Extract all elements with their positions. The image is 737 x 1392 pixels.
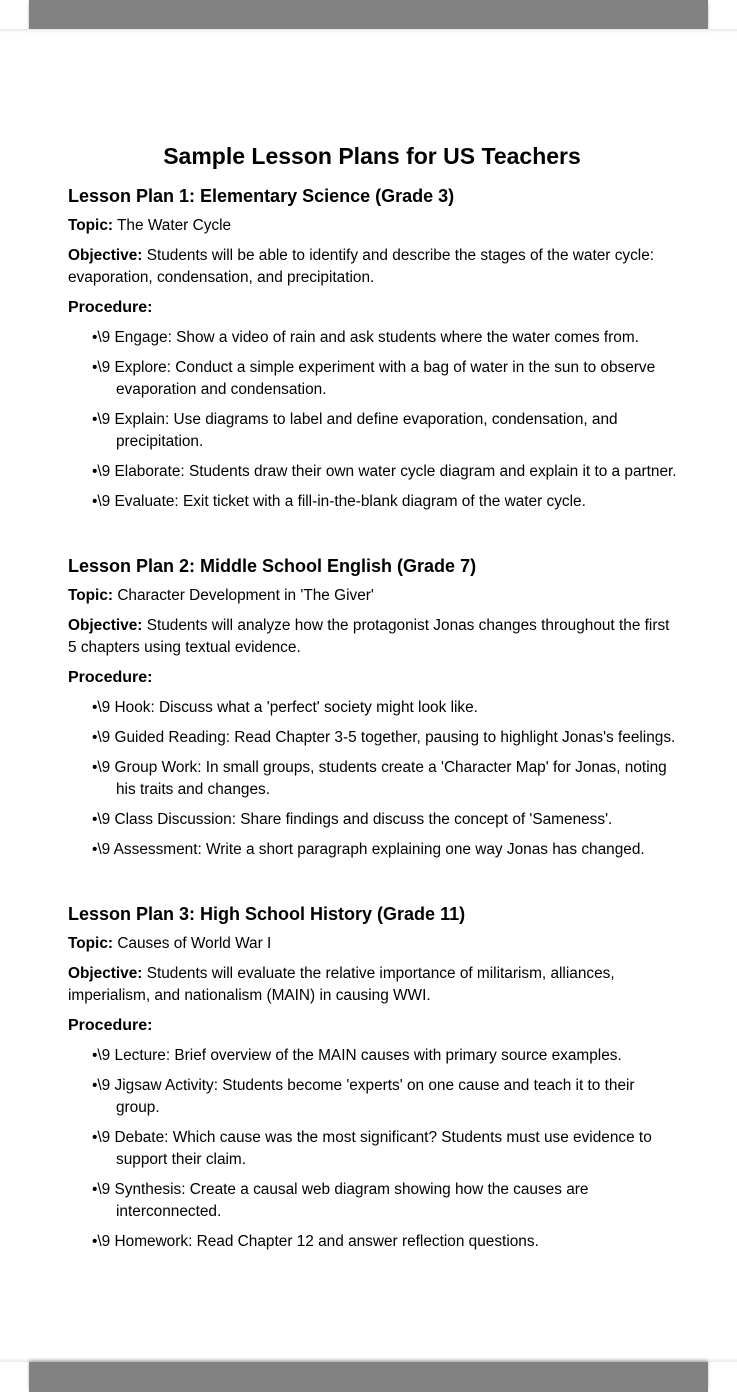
topic-line — [68, 585, 678, 607]
bullet-marker: •\9 — [92, 329, 111, 346]
list-item — [92, 491, 678, 513]
procedure-heading: Procedure: — [68, 299, 153, 316]
bullet-marker: •\9 — [92, 759, 111, 776]
procedure-heading: Procedure: — [68, 1017, 153, 1034]
bullet-marker: •\9 — [92, 463, 111, 480]
list-item — [92, 1045, 678, 1067]
step-text: Group Work: In small groups, students create a 'Character Map' for Jonas, noting his traits and changes. — [114, 759, 667, 798]
bullet-marker: •\9 — [92, 1233, 111, 1250]
list-item — [92, 409, 678, 453]
list-item — [92, 327, 678, 349]
step-text: Evaluate: Exit ticket with a fill-in-the-blank diagram of the water cycle. — [114, 493, 586, 510]
topic-line — [68, 933, 678, 955]
objective-line — [68, 615, 678, 659]
step-text: Explore: Conduct a simple experiment with a bag of water in the sun to observe evaporation and condensation. — [114, 359, 656, 398]
topic-value: Character Development in 'The Giver' — [117, 587, 374, 604]
topic-value: The Water Cycle — [117, 217, 232, 234]
lesson-plan-2 — [68, 554, 678, 869]
top-edge-shadow — [0, 29, 737, 33]
bullet-marker: •\9 — [92, 1181, 111, 1198]
lesson-heading: Lesson Plan 2: Middle School English (Grade 7) — [68, 556, 477, 576]
step-text: Debate: Which cause was the most significant? Students must use evidence to support their claim. — [114, 1129, 652, 1168]
step-text: Jigsaw Activity: Students become 'experts' on one cause and teach it to their group. — [114, 1077, 635, 1116]
list-item — [92, 727, 678, 749]
topic-label: Topic: — [68, 935, 114, 952]
step-text: Homework: Read Chapter 12 and answer reflection questions. — [114, 1233, 539, 1250]
bullet-marker: •\9 — [92, 1129, 111, 1146]
objective-label: Objective: — [68, 965, 143, 982]
topic-label: Topic: — [68, 587, 114, 604]
lesson-heading: Lesson Plan 1: Elementary Science (Grade 3) — [68, 186, 455, 206]
objective-label: Objective: — [68, 617, 143, 634]
step-text: Engage: Show a video of rain and ask students where the water comes from. — [114, 329, 639, 346]
list-item — [92, 757, 678, 801]
objective-value: Students will analyze how the protagonist Jonas changes throughout the first 5 chapters using textual evidence. — [68, 617, 670, 656]
list-item — [92, 357, 678, 401]
objective-value: Students will be able to identify and describe the stages of the water cycle: evaporation, condensation, and precipitation. — [68, 247, 655, 286]
topic-value: Causes of World War I — [117, 935, 272, 952]
bullet-marker: •\9 — [92, 729, 111, 746]
objective-line — [68, 963, 678, 1007]
list-item — [92, 1231, 678, 1253]
document-page — [68, 141, 678, 1250]
bottom-toolbar-bar — [29, 1362, 708, 1392]
step-text: Explain: Use diagrams to label and define evaporation, condensation, and precipitation. — [114, 411, 618, 450]
bullet-marker: •\9 — [92, 699, 111, 716]
objective-value: Students will evaluate the relative importance of militarism, alliances, imperialism, and nationalism (MAIN) in causing WWI. — [68, 965, 615, 1004]
step-text: Class Discussion: Share findings and discuss the concept of 'Sameness'. — [114, 811, 613, 828]
bullet-marker: •\9 — [92, 411, 111, 428]
step-text: Elaborate: Students draw their own water cycle diagram and explain it to a partner. — [114, 463, 677, 480]
bullet-marker: •\9 — [92, 493, 111, 510]
list-item — [92, 839, 678, 861]
bullet-marker: •\9 — [92, 359, 111, 376]
page-title: Sample Lesson Plans for US Teachers — [163, 143, 581, 169]
lesson-plan-3 — [68, 902, 678, 1261]
procedure-list — [68, 697, 678, 861]
step-text: Synthesis: Create a causal web diagram showing how the causes are interconnected. — [114, 1181, 589, 1220]
bullet-marker: •\9 — [92, 1047, 111, 1064]
procedure-list — [68, 1045, 678, 1253]
topic-label: Topic: — [68, 217, 114, 234]
list-item — [92, 461, 678, 483]
procedure-list — [68, 327, 678, 513]
list-item — [92, 809, 678, 831]
bullet-marker: •\9 — [92, 811, 111, 828]
lesson-heading: Lesson Plan 3: High School History (Grade 11) — [68, 904, 466, 924]
objective-label: Objective: — [68, 247, 143, 264]
topic-line — [68, 215, 678, 237]
bullet-marker: •\9 — [92, 841, 111, 858]
step-text: Assessment: Write a short paragraph explaining one way Jonas has changed. — [113, 841, 645, 858]
top-toolbar-bar — [29, 0, 708, 29]
bullet-marker: •\9 — [92, 1077, 111, 1094]
list-item — [92, 697, 678, 719]
procedure-heading: Procedure: — [68, 669, 153, 686]
step-text: Hook: Discuss what a 'perfect' society might look like. — [114, 699, 478, 716]
step-text: Guided Reading: Read Chapter 3-5 together, pausing to highlight Jonas's feelings. — [114, 729, 676, 746]
step-text: Lecture: Brief overview of the MAIN causes with primary source examples. — [114, 1047, 622, 1064]
list-item — [92, 1075, 678, 1119]
lesson-plan-1 — [68, 184, 678, 521]
objective-line — [68, 245, 678, 289]
list-item — [92, 1179, 678, 1223]
list-item — [92, 1127, 678, 1171]
